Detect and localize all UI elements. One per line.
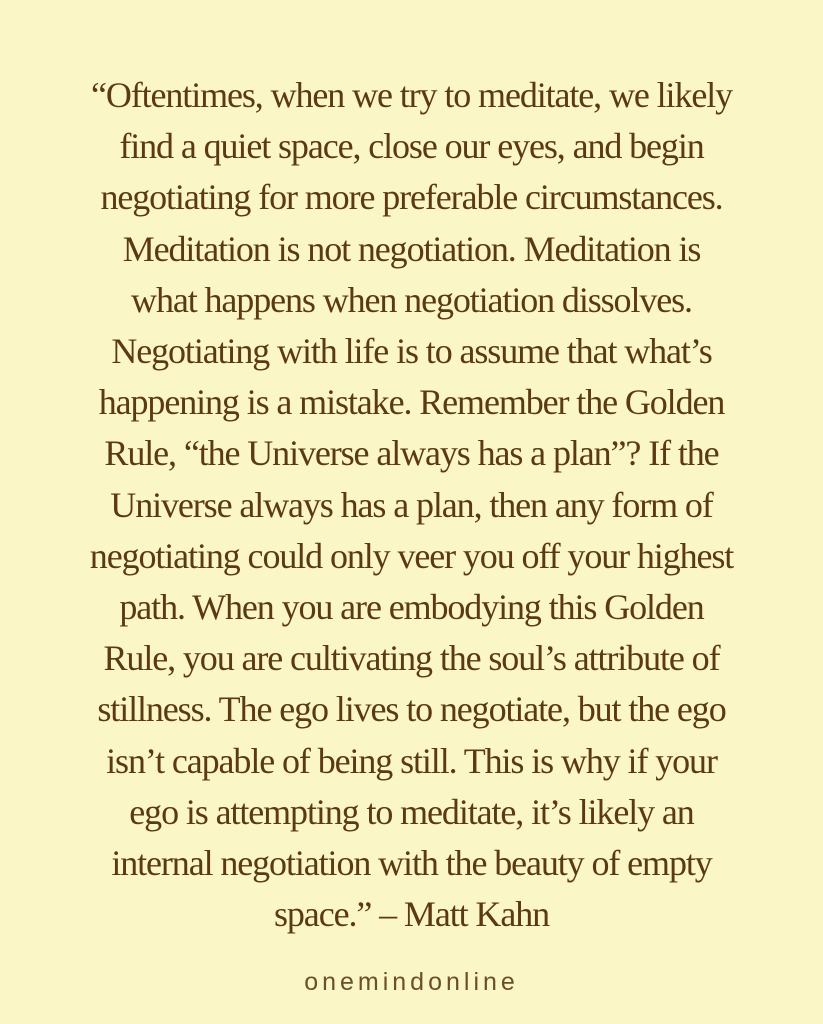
quote-line: Universe always has a plan, then any form of [110,484,713,525]
quote-line: internal negotiation with the beauty of empty [111,843,712,884]
quote-line: ego is attempting to meditate, it’s likely an [129,791,694,832]
quote-line: negotiating for more preferable circumstances. [100,177,723,218]
quote-line: negotiating could only veer you off your highest [89,535,734,576]
quote-line: Rule, “the Universe always has a plan”? If the [104,433,719,474]
quote-line: space.” – Matt Kahn [274,894,549,935]
quote-line: Meditation is not negotiation. Meditation is [122,228,701,269]
quote-line: Rule, you are cultivating the soul’s attribute of [103,638,720,679]
quote-line: Negotiating with life is to assume that what’s [111,331,712,372]
brand-watermark: onemindonline [304,968,519,996]
quote-line: “Oftentimes, when we try to meditate, we likely [90,75,733,115]
quote-line: stillness. The ego lives to negotiate, but the ego [97,689,726,730]
quote-line: what happens when negotiation dissolves. [131,279,692,320]
quote-line: happening is a mistake. Remember the Golden [98,382,725,423]
quote-text [40,70,783,940]
quote-line: find a quiet space, close our eyes, and begin [119,126,704,167]
quote-line: path. When you are embodying this Golden [119,587,704,628]
quote-line: isn’t capable of being still. This is why if your [106,740,717,781]
